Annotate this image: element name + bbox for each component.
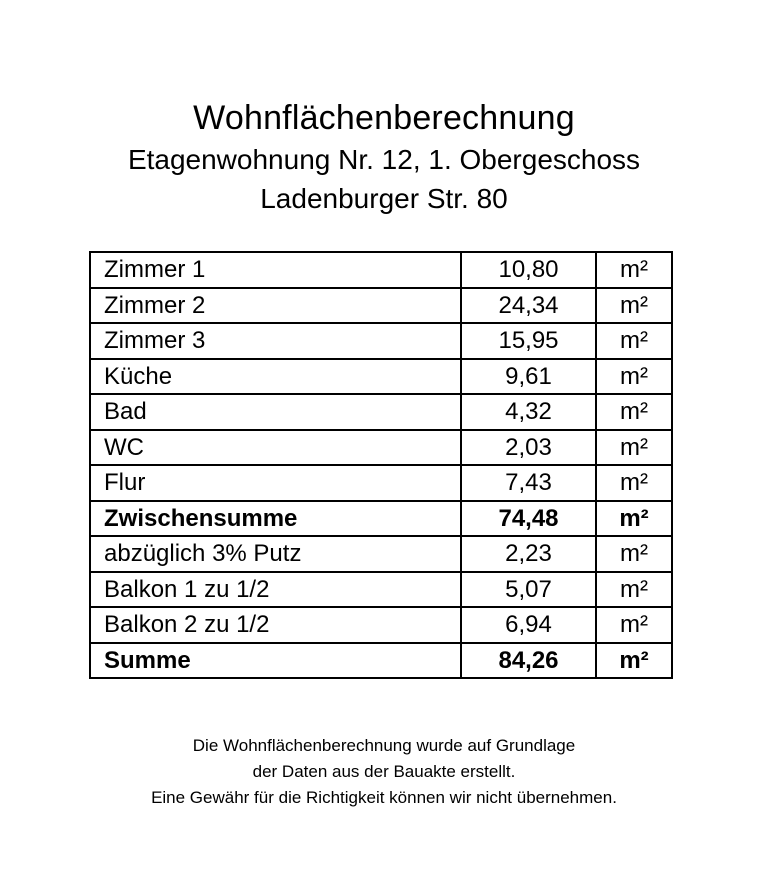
area-value: 2,03	[461, 430, 596, 466]
area-unit: m²	[596, 323, 672, 359]
table-row	[90, 359, 672, 395]
total-row	[90, 643, 672, 679]
subtotal-value: 74,48	[461, 501, 596, 537]
area-unit: m²	[596, 430, 672, 466]
area-unit: m²	[596, 572, 672, 608]
deduction-value: 2,23	[461, 536, 596, 572]
deduction-label: abzüglich 3% Putz	[90, 536, 461, 572]
table-row	[90, 572, 672, 608]
area-value: 7,43	[461, 465, 596, 501]
table-row	[90, 430, 672, 466]
area-value: 24,34	[461, 288, 596, 324]
area-value: 4,32	[461, 394, 596, 430]
area-unit: m²	[596, 288, 672, 324]
disclaimer-line: Die Wohnflächenberechnung wurde auf Grundlage	[192, 736, 576, 755]
table-row	[90, 323, 672, 359]
table-row	[90, 394, 672, 430]
room-label: Bad	[90, 394, 461, 430]
disclaimer-line: Eine Gewähr für die Richtigkeit können wir nicht übernehmen.	[151, 788, 617, 807]
table-row	[90, 536, 672, 572]
apartment-subtitle: Etagenwohnung Nr. 12, 1. Obergeschoss	[127, 144, 641, 175]
subtotal-label: Zwischensumme	[90, 501, 461, 537]
address-subtitle: Ladenburger Str. 80	[260, 183, 508, 214]
living-area-table	[89, 251, 673, 679]
total-unit: m²	[596, 643, 672, 679]
disclaimer-note	[0, 733, 768, 811]
table-row	[90, 288, 672, 324]
total-label: Summe	[90, 643, 461, 679]
area-value: 5,07	[461, 572, 596, 608]
room-label: Zimmer 1	[90, 252, 461, 288]
table-row	[90, 607, 672, 643]
area-value: 15,95	[461, 323, 596, 359]
area-unit: m²	[596, 252, 672, 288]
area-unit: m²	[596, 359, 672, 395]
document-header	[0, 96, 768, 218]
room-label: Flur	[90, 465, 461, 501]
area-value: 10,80	[461, 252, 596, 288]
room-label: WC	[90, 430, 461, 466]
room-label: Zimmer 2	[90, 288, 461, 324]
area-unit: m²	[596, 607, 672, 643]
area-unit: m²	[596, 394, 672, 430]
subtotal-row	[90, 501, 672, 537]
area-value: 9,61	[461, 359, 596, 395]
table-row	[90, 252, 672, 288]
area-value: 6,94	[461, 607, 596, 643]
balcony-label: Balkon 1 zu 1/2	[90, 572, 461, 608]
balcony-label: Balkon 2 zu 1/2	[90, 607, 461, 643]
total-value: 84,26	[461, 643, 596, 679]
subtotal-unit: m²	[596, 501, 672, 537]
room-label: Zimmer 3	[90, 323, 461, 359]
room-label: Küche	[90, 359, 461, 395]
disclaimer-line: der Daten aus der Bauakte erstellt.	[252, 762, 516, 781]
document-title: Wohnflächenberechnung	[193, 99, 575, 137]
table-row	[90, 465, 672, 501]
area-unit: m²	[596, 465, 672, 501]
area-unit: m²	[596, 536, 672, 572]
